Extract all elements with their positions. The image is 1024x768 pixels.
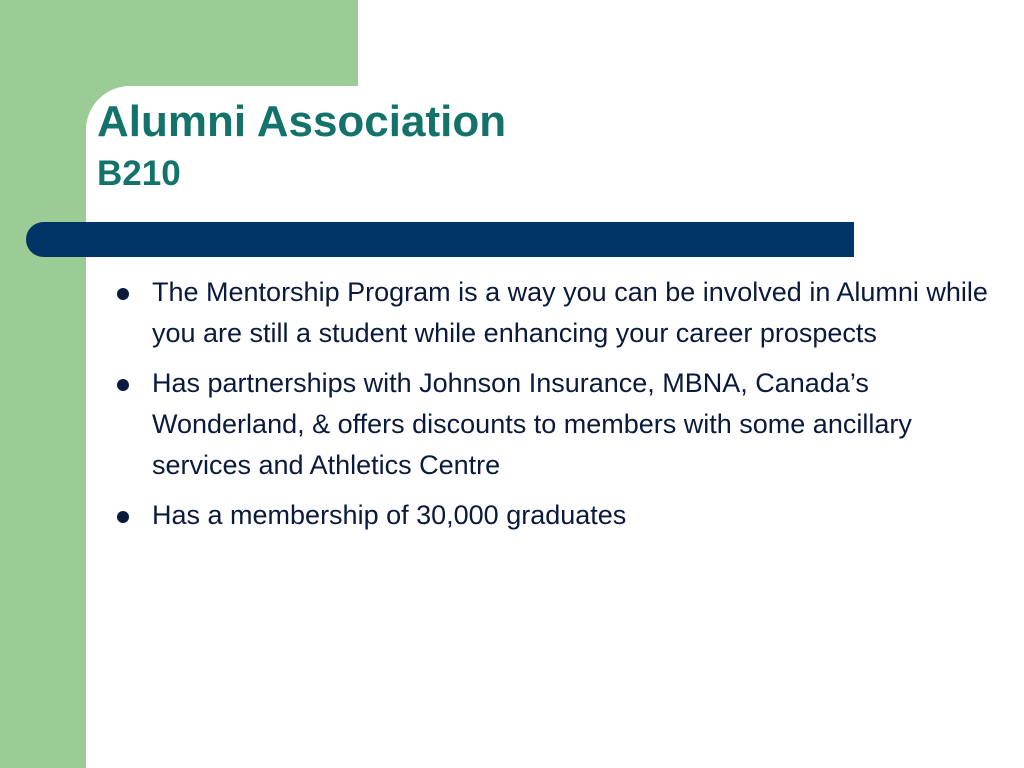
bullet-dot-icon bbox=[117, 379, 129, 391]
bullet-text: Has partnerships with Johnson Insurance, MBNA, Canada’s Wonderland, & offers discounts to members with some ancillary services and Athletics Centre bbox=[152, 368, 912, 480]
title-divider-bar bbox=[26, 222, 854, 257]
bullet-item bbox=[112, 272, 1012, 354]
bullet-item bbox=[112, 495, 1012, 536]
slide-subtitle: B210 bbox=[97, 154, 181, 193]
bullet-text: The Mentorship Program is a way you can be involved in Alumni while you are still a student while enhancing your career prospects bbox=[152, 277, 988, 348]
bullet-list bbox=[112, 272, 1012, 545]
bullet-dot-icon bbox=[117, 511, 129, 523]
bullet-dot-icon bbox=[117, 288, 129, 300]
bullet-item bbox=[112, 363, 1012, 486]
bullet-text: Has a membership of 30,000 graduates bbox=[152, 500, 627, 530]
slide-title: Alumni Association bbox=[97, 97, 507, 146]
